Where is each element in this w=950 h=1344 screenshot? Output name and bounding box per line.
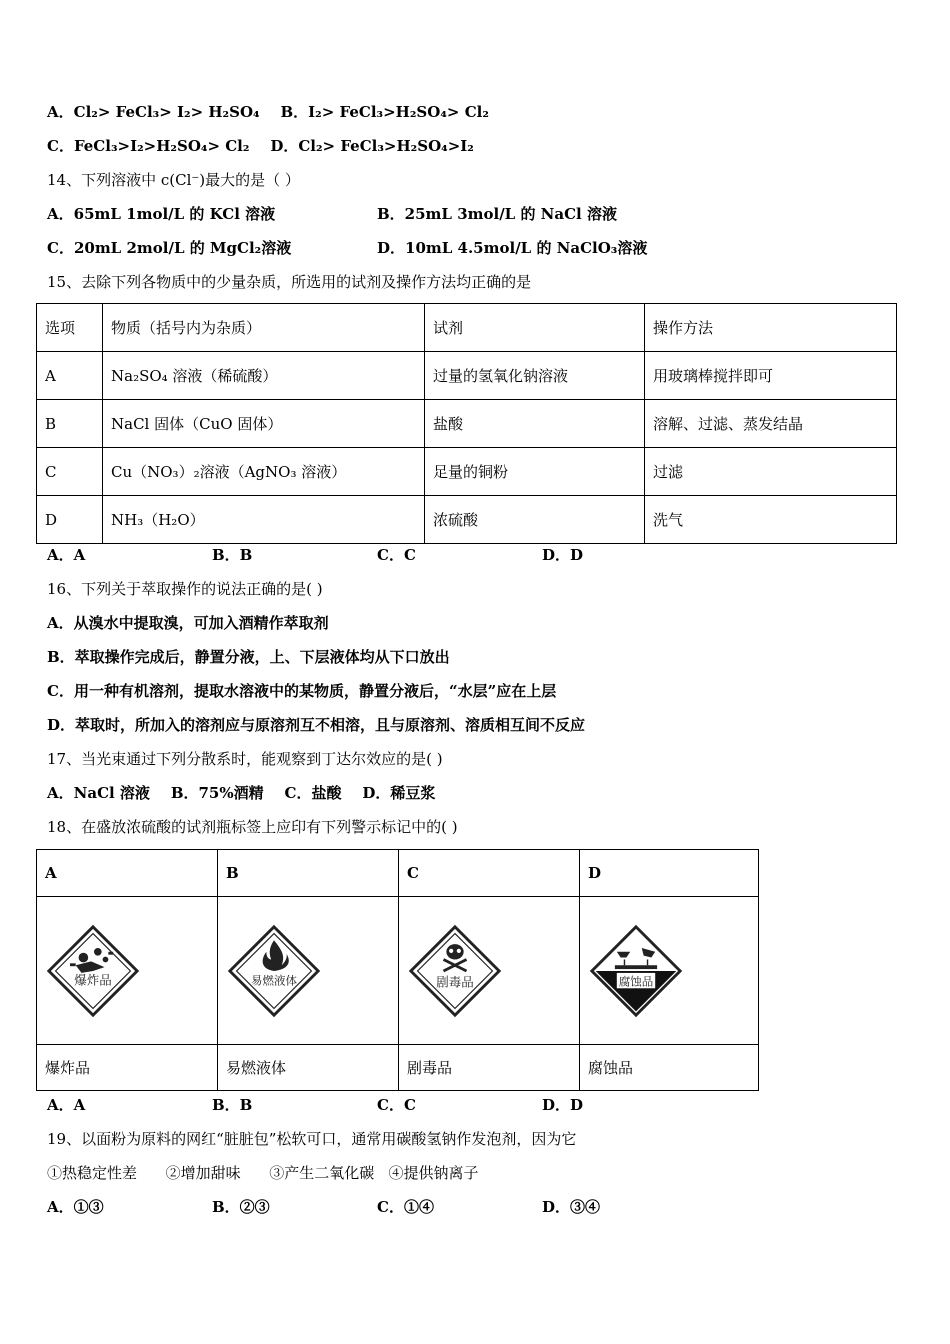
q15-answer-a[interactable]: A．A [47, 546, 86, 564]
q14-stem: 14、下列溶液中 c(Cl⁻)最大的是（ ） [47, 171, 300, 189]
q17-options[interactable]: A．NaCl 溶液 B．75%酒精 C．盐酸 D．稀豆浆 [47, 784, 436, 802]
q15-answer-d[interactable]: D．D [542, 546, 584, 564]
toxic-sign-icon [407, 923, 503, 1019]
q14-option-b[interactable]: B．25mL 3mol/L 的 NaCl 溶液 [377, 205, 617, 223]
q15-answer-c[interactable]: C．C [377, 546, 416, 564]
q15-cell: A [37, 352, 103, 400]
explosive-sign-icon [45, 923, 141, 1019]
q18-name-cell: 剧毒品 [399, 1045, 580, 1091]
q15-table-row [37, 352, 897, 400]
q15-cell: Cu（NO₃）₂溶液（AgNO₃ 溶液） [103, 448, 425, 496]
q15-cell: 过量的氢氧化钠溶液 [425, 352, 645, 400]
q18-answer-a[interactable]: A．A [47, 1096, 86, 1114]
q15-header-cell: 选项 [37, 304, 103, 352]
q15-cell: C [37, 448, 103, 496]
q15-cell: 足量的铜粉 [425, 448, 645, 496]
q15-header-cell: 操作方法 [645, 304, 897, 352]
q15-cell: D [37, 496, 103, 544]
q18-answer-b[interactable]: B．B [212, 1096, 253, 1114]
q18-name-cell: 爆炸品 [37, 1045, 218, 1091]
q19-answer-a[interactable]: A．①③ [47, 1198, 104, 1216]
q16-option-b[interactable]: B．萃取操作完成后，静置分液，上、下层液体均从下口放出 [47, 648, 450, 666]
q15-cell: 过滤 [645, 448, 897, 496]
q15-table-row [37, 496, 897, 544]
q15-table [36, 303, 897, 544]
q18-answer-c[interactable]: C．C [377, 1096, 416, 1114]
q16-option-d[interactable]: D．萃取时，所加入的溶剂应与原溶剂互不相溶，且与原溶剂、溶质相互间不反应 [47, 716, 586, 734]
q13-option-c[interactable]: C．FeCl₃>I₂>H₂SO₄> Cl₂ [47, 137, 250, 155]
q16-stem: 16、下列关于萃取操作的说法正确的是( ) [47, 580, 323, 598]
q18-signs-row [37, 897, 759, 1045]
corrosive-sign-icon [588, 923, 684, 1019]
q19-answer-b[interactable]: B．②③ [212, 1198, 270, 1216]
q18-sign-cell-c [399, 897, 580, 1045]
q16-option-c[interactable]: C．用一种有机溶剂，提取水溶液中的某物质，静置分液后，“水层”应在上层 [47, 682, 557, 700]
q15-header-row [37, 304, 897, 352]
q18-name-cell: 腐蚀品 [580, 1045, 759, 1091]
q19-answer-d[interactable]: D．③④ [542, 1198, 601, 1216]
q15-cell: 溶解、过滤、蒸发结晶 [645, 400, 897, 448]
q18-header-cell: D [580, 850, 759, 897]
q15-cell: Na₂SO₄ 溶液（稀硫酸） [103, 352, 425, 400]
q18-sign-cell-d [580, 897, 759, 1045]
q18-table [36, 849, 759, 1091]
q19-answer-c[interactable]: C．①④ [377, 1198, 434, 1216]
q19-items: ①热稳定性差 ②增加甜味 ③产生二氧化碳 ④提供钠离子 [47, 1164, 479, 1182]
flammable-sign-text: 易燃液体 [250, 972, 298, 987]
q18-header-cell: B [218, 850, 399, 897]
q15-table-row [37, 448, 897, 496]
q15-answer-b[interactable]: B．B [212, 546, 253, 564]
q19-stem: 19、以面粉为原料的网红“脏脏包”松软可口，通常用碳酸氢钠作发泡剂，因为它 [47, 1130, 577, 1148]
q13-options-row2 [47, 136, 474, 156]
q14-option-a[interactable]: A．65mL 1mol/L 的 KCl 溶液 [47, 205, 276, 223]
q13-option-d[interactable]: D．Cl₂> FeCl₃>H₂SO₄>I₂ [270, 137, 474, 155]
flammable-sign-icon [226, 923, 322, 1019]
q15-cell: NH₃（H₂O） [103, 496, 425, 544]
q15-cell: NaCl 固体（CuO 固体） [103, 400, 425, 448]
q15-header-cell: 试剂 [425, 304, 645, 352]
q13-option-a[interactable]: A．Cl₂> FeCl₃> I₂> H₂SO₄ [47, 103, 260, 121]
corrosive-sign-text: 腐蚀品 [618, 973, 654, 988]
q18-names-row [37, 1045, 759, 1091]
q14-option-c[interactable]: C．20mL 2mol/L 的 MgCl₂溶液 [47, 239, 292, 257]
q18-header-row [37, 850, 759, 897]
q17-stem: 17、当光束通过下列分散系时，能观察到丁达尔效应的是( ) [47, 750, 443, 768]
q18-name-cell: 易燃液体 [218, 1045, 399, 1091]
q13-option-b[interactable]: B．I₂> FeCl₃>H₂SO₄> Cl₂ [280, 103, 489, 121]
q15-cell: 盐酸 [425, 400, 645, 448]
q15-cell: B [37, 400, 103, 448]
q16-option-a[interactable]: A．从溴水中提取溴，可加入酒精作萃取剂 [47, 614, 329, 632]
q15-stem: 15、去除下列各物质中的少量杂质，所选用的试剂及操作方法均正确的是 [47, 273, 532, 291]
explosive-sign-text: 爆炸品 [74, 971, 112, 987]
q18-sign-cell-b [218, 897, 399, 1045]
q15-cell: 洗气 [645, 496, 897, 544]
q15-header-cell: 物质（括号内为杂质） [103, 304, 425, 352]
toxic-sign-text: 剧毒品 [436, 973, 474, 989]
q18-header-cell: A [37, 850, 218, 897]
q13-options-row1 [47, 102, 489, 122]
q18-header-cell: C [399, 850, 580, 897]
q18-sign-cell-a [37, 897, 218, 1045]
q14-option-d[interactable]: D．10mL 4.5mol/L 的 NaClO₃溶液 [377, 239, 648, 257]
q18-stem: 18、在盛放浓硫酸的试剂瓶标签上应印有下列警示标记中的( ) [47, 818, 458, 836]
q15-cell: 用玻璃棒搅拌即可 [645, 352, 897, 400]
q15-cell: 浓硫酸 [425, 496, 645, 544]
q18-answer-d[interactable]: D．D [542, 1096, 584, 1114]
q15-table-row [37, 400, 897, 448]
